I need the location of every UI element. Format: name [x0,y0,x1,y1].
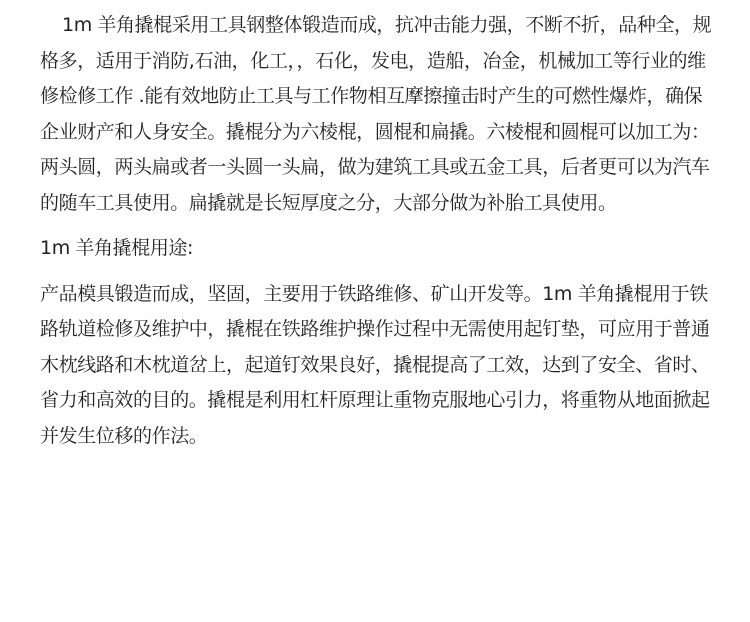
usage-heading: 1m 羊角撬棍用途: [40,236,194,259]
usage-paragraph: 产品模具锻造而成，坚固，主要用于铁路维修、矿山开发等。1m 羊角撬棍用于铁路轨道检修及维护中，撬棍在铁路维护操作过程中无需使用起钉垫，可应用于普通木枕线路和木枕道岔上，起道钉效果良好，撬棍提高了工效，达到了安全、省时、省力和高效的目的。撬棍是利用杠杆原理让重物克服地心引力，将重物从地面掀起并发生位移的作法。 [40,282,710,447]
article [40,8,720,455]
intro-paragraph: 1m 羊角撬棍采用工具钢整体锻造而成，抗冲击能力强，不断不折，品种全，规格多，适用于消防,石油，化工，，石化，发电，造船，冶金，机械加工等行业的维修检修工作 .能有效地防止工具与工作物相互摩擦撞击时产生的可燃性爆炸，确保企业财产和人身安全。撬棍分为六棱棍，圆棍和扁撬。六棱棍和圆棍可以加工为：两头圆，两头扁或者一头圆一头扁，做为建筑工具或五金工具，后者更可以为汽车的随车工具使用。扁撬就是长短厚度之分，大部分做为补胎工具使用。 [40,14,712,214]
